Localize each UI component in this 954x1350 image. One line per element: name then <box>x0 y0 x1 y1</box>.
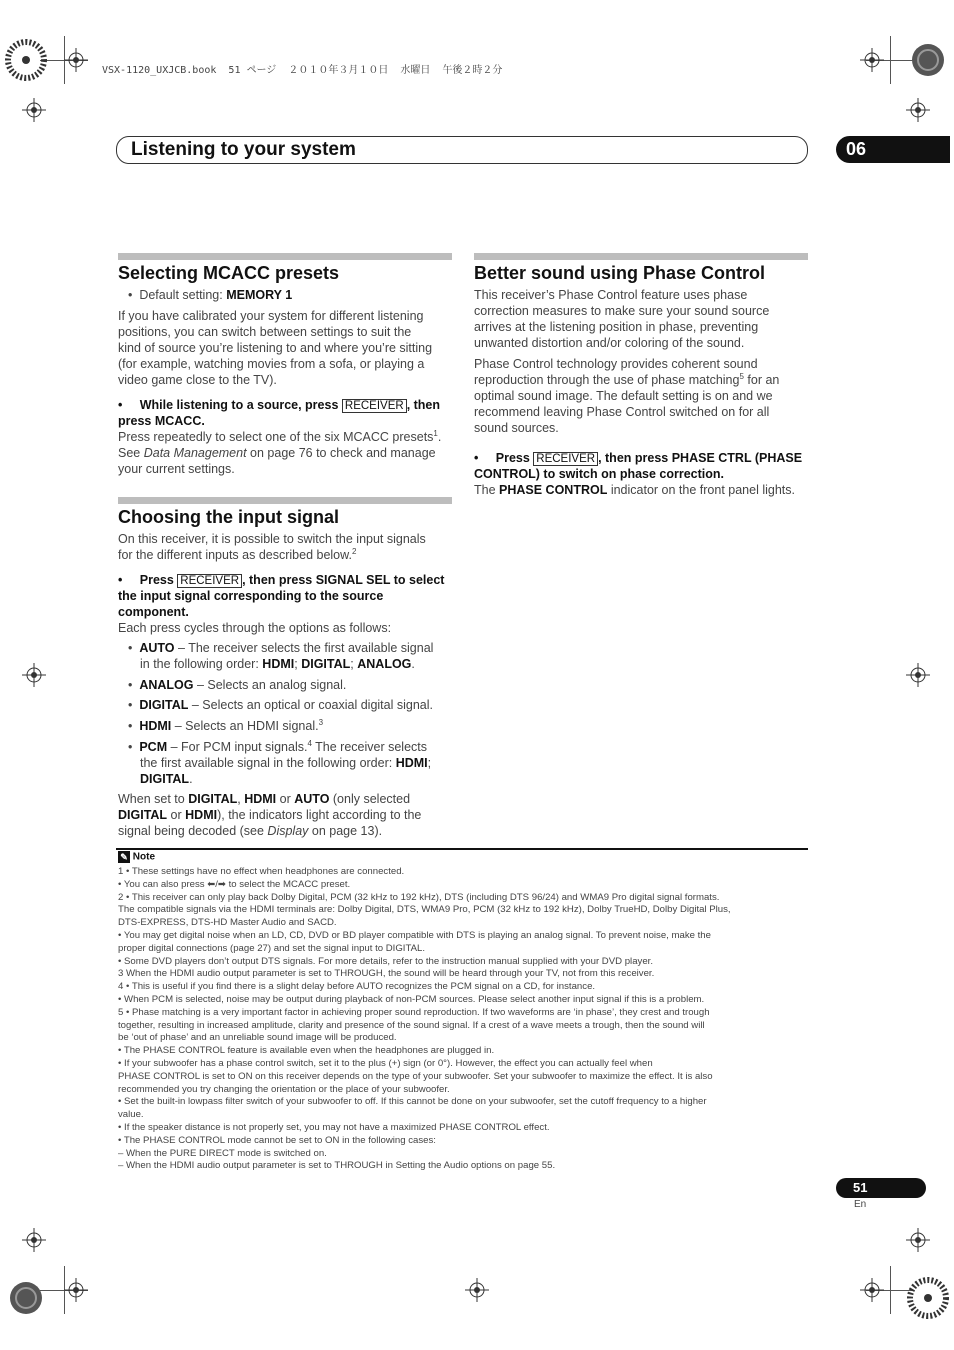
footnote-line: 2 • This receiver can only play back Dolby Digital, PCM (32 kHz to 192 kHz), DTS (including DTS 96/24) and WMA9 Pro digital signal formats. <box>118 891 720 903</box>
option-analog: • ANALOG – Selects an analog signal. <box>128 678 347 692</box>
input-step: • Press RECEIVER , then press SIGNAL SEL to select the input signal corresponding to the source component. <box>118 573 445 619</box>
page-title: Listening to your system <box>131 139 356 160</box>
crosshair-icon <box>906 1228 930 1252</box>
footnote-line: value. <box>118 1109 144 1121</box>
footnote-line: be ‘out of phase’ and an unreliable sound image will be produced. <box>118 1032 397 1044</box>
phase-step: • Press RECEIVER , then press PHASE CTRL (PHASE CONTROL) to switch on phase correction. <box>474 451 803 481</box>
mcacc-step: • While listening to a source, press RECEIVER , then press MCACC. <box>118 398 441 428</box>
crosshair-icon <box>22 663 46 687</box>
input-intro: On this receiver, it is possible to switch the input signals for the different inputs as described below.$^2$ <box>118 532 426 562</box>
option-digital: • DIGITAL – Selects an optical or coaxial digital signal. <box>128 698 433 712</box>
footnote-line: • When PCM is selected, noise may be output during playback of non-PCM sources. Please select another input signal if this is a problem. <box>118 994 705 1005</box>
heading-mcacc: Selecting MCACC presets <box>118 263 340 283</box>
footnote-line: 4 • This is useful if you find there is a slight delay before AUTO recognizes the PCM signal on a CD, for instance. <box>118 981 596 993</box>
crosshair-icon <box>860 48 884 72</box>
footnote-line: proper digital connections (page 27) and set the signal input to DIGITAL. <box>118 942 426 954</box>
receiver-button: RECEIVER <box>533 452 598 466</box>
footnote-line: 1 • These settings have no effect when headphones are connected. <box>118 866 405 877</box>
page-number-tab <box>836 1178 926 1198</box>
crosshair-icon <box>64 48 88 72</box>
option-hdmi: • HDMI – Selects an HDMI signal.$^3$ <box>128 717 324 733</box>
footnote-line: • The PHASE CONTROL feature is available even when the headphones are plugged in. <box>118 1045 495 1057</box>
crosshair-icon <box>22 98 46 122</box>
note-header: ✎ Note <box>118 851 155 863</box>
footnote-line: – When the PURE DIRECT mode is switched on. <box>118 1147 327 1159</box>
phase-result: The PHASE CONTROL indicator on the front panel lights. <box>474 483 795 497</box>
footnote-line: 5 • Phase matching is a very important factor in achieving proper sound reproduction. If two waveforms are ‘in phase’, they crest and trough <box>118 1006 710 1018</box>
note-divider <box>116 848 808 850</box>
phase-intro: This receiver’s Phase Control feature uses phase correction measures to make sure your sound source arrives at the listening position in phase, preventing unwanted distortion and/or coloring of the sound. <box>474 288 770 350</box>
option-pcm: • PCM – For PCM input signals.$^4$ The receiver selects the first available signal in the following order: HDMI; DIGITAL. <box>128 738 432 786</box>
footnote-line: PHASE CONTROL is set to ON on this receiver depends on the type of your subwoofer. Set your subwoofer to maximize the effect. It is also <box>118 1070 713 1082</box>
note-pencil-icon: ✎ <box>118 851 130 863</box>
footnote-line: together, resulting in increased amplitude, clarity and presence of the sound signal. If a crest of a wave meets a trough, then the sound will <box>118 1019 705 1031</box>
input-indicator-text: When set to DIGITAL, HDMI or AUTO (only selected DIGITAL or HDMI), the indicators light according to the signal being decoded (see Display on page 13). <box>118 792 422 838</box>
registration-mark-icon <box>4 1276 48 1320</box>
footnote-line: • If the speaker distance is not properly set, you may not have a maximized PHASE CONTROL effect. <box>118 1122 550 1133</box>
input-cycle-text: Each press cycles through the options as follows: <box>118 621 392 635</box>
heading-phase-control: Better sound using Phase Control <box>474 263 766 283</box>
crosshair-icon <box>860 1278 884 1302</box>
footnote-line: • You may get digital noise when an LD, CD, DVD or BD player compatible with DTS is playing an analog signal. To prevent noise, make the <box>118 930 711 941</box>
registration-mark-icon <box>906 38 950 82</box>
phase-technology: Phase Control technology provides coherent sound reproduction through the use of phase matching$^5$ for an optimal sound image. The default setting is on and we recommend leaving Phase Control switched on for all sound sources. <box>474 357 780 435</box>
mcacc-default-setting: • Default setting: MEMORY 1 <box>128 288 293 302</box>
receiver-button: RECEIVER <box>342 399 407 413</box>
footnote-line: • The PHASE CONTROL mode cannot be set to ON in the following cases: <box>118 1134 436 1146</box>
crosshair-icon <box>64 1278 88 1302</box>
chapter-title-bar <box>116 136 808 164</box>
footnote-line: • Some DVD players don’t output DTS signals. For more details, refer to the instruction manual supplied with your DVD player. <box>118 955 653 967</box>
crosshair-icon <box>465 1278 489 1302</box>
footnote-line: 3 When the HDMI audio output parameter is set to THROUGH, the sound will be heard through your TV, not from this receiver. <box>118 968 655 980</box>
footnote-line: • Set the built-in lowpass filter switch of your subwoofer to off. If this cannot be done on your subwoofer, set the cutoff frequency to a higher <box>118 1096 707 1108</box>
crosshair-icon <box>906 663 930 687</box>
print-header: VSX-1120_UXJCB.book 51 ページ ２０１０年３月１０日 水曜日 午後２時２分 <box>102 65 503 76</box>
mcacc-description: Press repeatedly to select one of the six MCACC presets$^1$. See Data Management on page 76 to check and manage your current settings. <box>118 428 442 476</box>
chapter-number: 06 <box>846 139 867 159</box>
crosshair-icon <box>22 1228 46 1252</box>
page-number: 51 <box>853 1180 868 1195</box>
receiver-button: RECEIVER <box>177 574 242 588</box>
chapter-number-tab <box>836 136 950 163</box>
footnote-line: The compatible signals via the HDMI terminals are: Dolby Digital, DTS, WMA9 Pro, PCM (32 kHz to 192 kHz), Dolby TrueHD, Dolby Digital Plus, <box>118 904 731 916</box>
section-divider <box>118 253 452 260</box>
registration-mark-icon <box>906 1276 950 1320</box>
heading-input-signal: Choosing the input signal <box>118 507 339 527</box>
footnote-line: • You can also press ⬅/➡ to select the MCACC preset. <box>118 878 351 890</box>
footnote-line: DTS-EXPRESS, DTS-HD Master Audio and SACD. <box>118 917 337 929</box>
mcacc-intro: If you have calibrated your system for different listening positions, you can switch between settings to suit the kind of source you’re listening to and where you’re sitting (for example, watching movies from a sofa, or playing a video game close to the TV). <box>118 309 433 387</box>
crosshair-icon <box>906 98 930 122</box>
section-divider <box>474 253 808 260</box>
language-code: En <box>854 1199 867 1210</box>
footnote-line: – When the HDMI audio output parameter is set to THROUGH in Setting the Audio options on page 55. <box>118 1160 556 1172</box>
option-auto: • AUTO – The receiver selects the first available signal in the following order: HDMI; DIGITAL; ANALOG. <box>128 641 434 671</box>
section-divider <box>118 497 452 504</box>
footnote-line: recommended you try changing the orientation or the place of your subwoofer. <box>118 1083 450 1095</box>
footnote-line: • If your subwoofer has a phase control switch, set it to the plus (+) sign (or 0°). However, the effect you can actually feel when <box>118 1058 653 1069</box>
registration-mark-icon <box>4 38 48 82</box>
